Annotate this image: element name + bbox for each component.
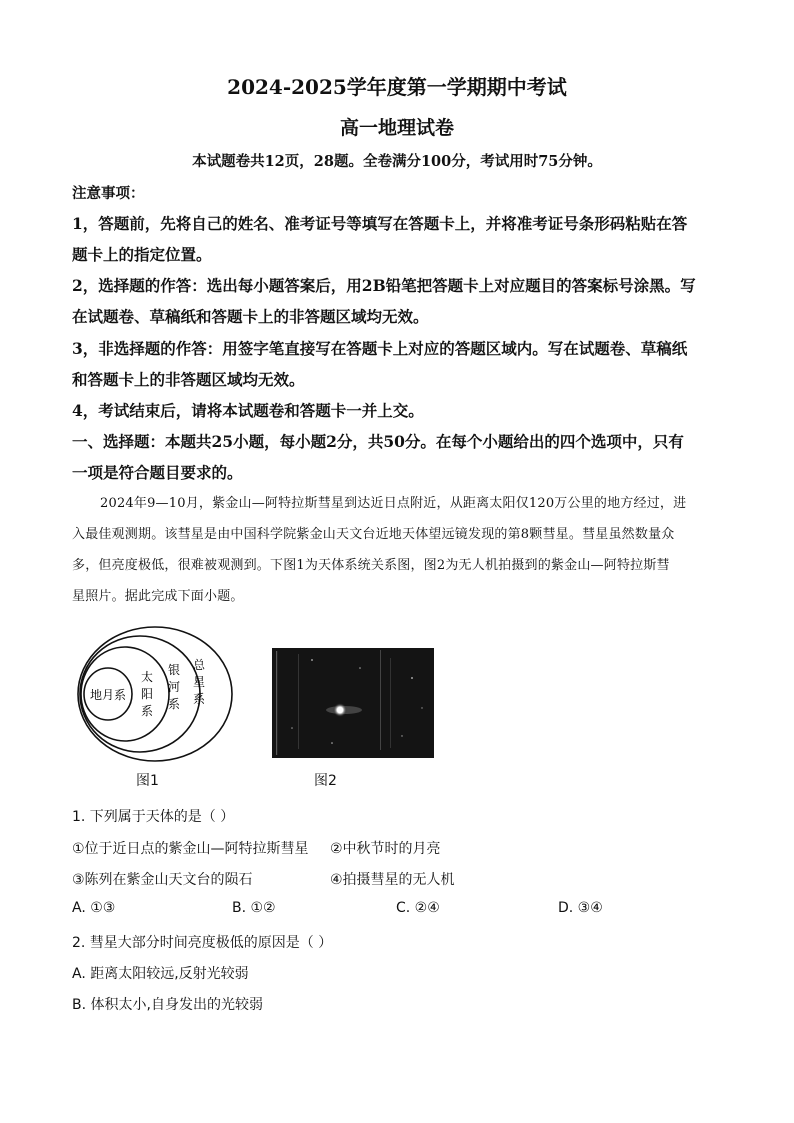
note-4: 4，考试结束后，请将本试题卷和答题卡一并上交。	[72, 401, 424, 420]
question-1-option-d[interactable]: D. ③④	[558, 900, 603, 916]
label-galaxy-3: 系	[167, 697, 181, 711]
label-galaxy-2: 河	[167, 680, 181, 694]
label-solar-2: 阳	[140, 687, 154, 701]
figure-1-caption: 图1	[136, 773, 159, 789]
question-2-stem: 2. 彗星大部分时间亮度极低的原因是（ ）	[72, 935, 333, 951]
question-2-option-a[interactable]: A. 距离太阳较远,反射光较弱	[72, 966, 249, 982]
note-3-line-1: 3，非选择题的作答：用签字笔直接写在答题卡上对应的答题区域内。写在试题卷、草稿纸	[72, 339, 688, 358]
question-1-item-3: ③陈列在紫金山天文台的陨石	[72, 872, 253, 888]
exam-title: 2024-2025学年度第一学期期中考试	[227, 75, 567, 99]
label-solar-1: 太	[140, 670, 154, 684]
question-1-option-c[interactable]: C. ②④	[396, 900, 440, 916]
question-1-stem: 1. 下列属于天体的是（ ）	[72, 809, 235, 825]
question-2-option-b[interactable]: B. 体积太小,自身发出的光较弱	[72, 997, 263, 1013]
passage-line-1: 2024年9—10月，紫金山—阿特拉斯彗星到达近日点附近，从距离太阳仅120万公里的地方经过，进	[100, 496, 687, 511]
section-1-line-1: 一、选择题：本题共25小题，每小题2分，共50分。在每个小题给出的四个选项中，只有	[72, 432, 684, 451]
passage-line-4: 星照片。据此完成下面小题。	[72, 589, 244, 604]
note-3-line-2: 和答题卡上的非答题区域均无效。	[72, 370, 305, 389]
label-solar-3: 系	[140, 704, 154, 718]
question-1-item-4: ④拍摄彗星的无人机	[330, 872, 455, 888]
exam-info: 本试题卷共12页，28题。全卷满分100分，考试用时75分钟。	[192, 153, 602, 170]
note-1-line-1: 1，答题前，先将自己的姓名、准考证号等填写在答题卡上，并将准考证号条形码粘贴在答	[72, 214, 688, 233]
question-1-option-b[interactable]: B. ①②	[232, 900, 276, 916]
question-1-option-a[interactable]: A. ①③	[72, 900, 116, 916]
label-universe-3: 系	[192, 692, 206, 706]
section-1-line-2: 一项是符合题目要求的。	[72, 463, 243, 482]
label-earth-moon: 地月系	[89, 688, 127, 702]
notes-heading: 注意事项：	[72, 185, 145, 202]
label-universe-2: 星	[192, 675, 206, 689]
label-universe-1: 总	[192, 658, 206, 672]
figure-1-diagram	[75, 624, 235, 764]
passage-line-2: 入最佳观测期。该彗星是由中国科学院紫金山天文台近地天体望远镜发现的第8颗彗星。彗星虽然数量众	[72, 527, 675, 542]
label-galaxy-1: 银	[167, 663, 181, 677]
figure-2-caption: 图2	[314, 773, 337, 789]
question-1-item-2: ②中秋节时的月亮	[330, 841, 441, 857]
note-2-line-2: 在试题卷、草稿纸和答题卡上的非答题区域均无效。	[72, 307, 429, 326]
figure-2-comet-photo	[272, 648, 434, 758]
photo-background	[272, 648, 434, 758]
note-2-line-1: 2，选择题的作答：选出每小题答案后，用2B铅笔把答题卡上对应题目的答案标号涂黑。写	[72, 276, 696, 295]
question-1-item-1: ①位于近日点的紫金山—阿特拉斯彗星	[72, 841, 309, 857]
note-1-line-2: 题卡上的指定位置。	[72, 245, 212, 264]
exam-subtitle: 高一地理试卷	[339, 117, 454, 139]
passage-line-3: 多，但亮度极低，很难被观测到。下图1为天体系统关系图，图2为无人机拍摄到的紫金山—阿特拉斯彗	[72, 558, 670, 573]
